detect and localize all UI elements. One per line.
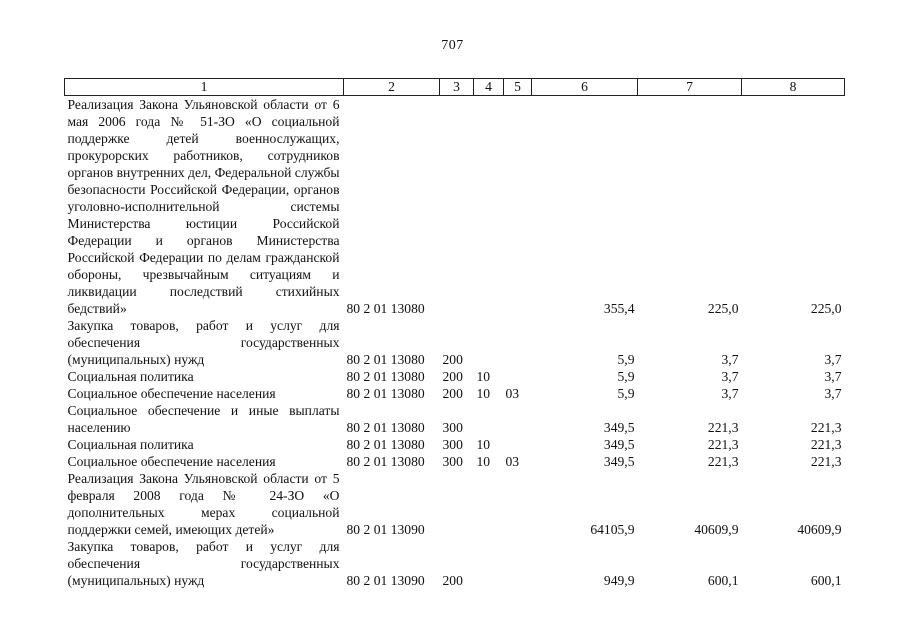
row-value-col7: 225,0 <box>707 301 739 316</box>
row-value-col8: 225,0 <box>810 301 842 316</box>
row-name: Закупка товаров, работ и услуг для обеспечения государственных (муниципальных) нужд <box>67 318 340 367</box>
table-row <box>65 453 845 470</box>
row-name: Социальное обеспечение населения <box>67 454 276 469</box>
row-value-col8: 600,1 <box>810 573 842 588</box>
budget-table <box>64 78 845 589</box>
row-value-col6: 5,9 <box>617 369 635 384</box>
row-value-col6: 64105,9 <box>590 522 635 537</box>
row-target-code: 80 2 01 13080 <box>346 420 425 435</box>
row-value-col8: 40609,9 <box>797 522 842 537</box>
row-name: Реализация Закона Ульяновской области от 5 февраля 2008 года № 24-ЗО «О дополнительных мерах социальной поддержки семей, имеющих детей» <box>67 471 340 537</box>
row-value-col6: 349,5 <box>603 454 635 469</box>
column-header-4: 4 <box>474 79 504 96</box>
row-value-col7: 40609,9 <box>694 522 739 537</box>
row-expense-type: 200 <box>442 352 463 367</box>
row-section: 10 <box>476 369 491 384</box>
row-value-col8: 221,3 <box>810 437 842 452</box>
row-value-col6: 349,5 <box>603 420 635 435</box>
table-row <box>65 402 845 436</box>
page-number: 707 <box>441 38 464 53</box>
column-header-5: 5 <box>504 79 532 96</box>
table-row <box>65 368 845 385</box>
column-header-8: 8 <box>742 79 845 96</box>
row-name: Социальная политика <box>67 437 194 452</box>
row-value-col7: 3,7 <box>721 386 739 401</box>
row-section <box>474 470 504 538</box>
column-header-1: 1 <box>65 79 344 96</box>
table-row <box>65 317 845 368</box>
row-value-col7: 221,3 <box>707 420 739 435</box>
row-subsection: 03 <box>505 386 520 401</box>
row-name: Социальная политика <box>67 369 194 384</box>
row-target-code: 80 2 01 13080 <box>346 369 425 384</box>
row-value-col7: 3,7 <box>721 369 739 384</box>
row-section: 10 <box>476 454 491 469</box>
row-target-code: 80 2 01 13080 <box>346 437 425 452</box>
row-value-col8: 221,3 <box>810 454 842 469</box>
row-target-code: 80 2 01 13080 <box>346 352 425 367</box>
row-value-col6: 355,4 <box>603 301 635 316</box>
row-expense-type: 300 <box>442 420 463 435</box>
row-expense-type: 200 <box>442 386 463 401</box>
column-header-7: 7 <box>638 79 742 96</box>
row-target-code: 80 2 01 13090 <box>346 522 425 537</box>
row-value-col7: 3,7 <box>721 352 739 367</box>
row-target-code: 80 2 01 13080 <box>346 301 425 316</box>
row-value-col6: 949,9 <box>603 573 635 588</box>
row-value-col7: 221,3 <box>707 437 739 452</box>
row-value-col8: 3,7 <box>824 369 842 384</box>
row-name: Закупка товаров, работ и услуг для обеспечения государственных (муниципальных) нужд <box>67 539 340 588</box>
row-target-code: 80 2 01 13090 <box>346 573 425 588</box>
row-section <box>474 538 504 589</box>
table-row <box>65 385 845 402</box>
row-subsection <box>504 436 532 453</box>
table-row <box>65 470 845 538</box>
row-name: Социальное обеспечение и иные выплаты населению <box>67 403 340 435</box>
row-target-code: 80 2 01 13080 <box>346 454 425 469</box>
row-value-col7: 221,3 <box>707 454 739 469</box>
row-value-col6: 5,9 <box>617 386 635 401</box>
table-row <box>65 538 845 589</box>
table-row <box>65 96 845 318</box>
row-expense-type: 300 <box>442 454 463 469</box>
column-header-6: 6 <box>532 79 638 96</box>
row-subsection <box>504 368 532 385</box>
row-subsection: 03 <box>505 454 520 469</box>
row-name: Социальное обеспечение населения <box>67 386 276 401</box>
row-subsection <box>504 470 532 538</box>
column-header-2: 2 <box>344 79 440 96</box>
row-section: 10 <box>476 437 491 452</box>
row-section <box>474 317 504 368</box>
row-section <box>474 402 504 436</box>
row-value-col7: 600,1 <box>707 573 739 588</box>
row-name: Реализация Закона Ульяновской области от 6 мая 2006 года № 51-ЗО «О социальной поддержке детей военнослужащих, прокурорских работников, сотрудников органов внутренних дел, Федеральной службы безопасности Российской Федерации, органов уголовно-исполнительной системы Министерства юстиции Российской Федерации и органов Министерства Российской Федерации по делам гражданской обороны, чрезвычайным ситуациям и ликвидации последствий стихийных бедствий» <box>67 97 340 316</box>
row-target-code: 80 2 01 13080 <box>346 386 425 401</box>
table-header <box>65 79 845 96</box>
row-subsection <box>504 402 532 436</box>
row-expense-type <box>440 470 474 538</box>
row-expense-type <box>440 96 474 318</box>
row-value-col6: 349,5 <box>603 437 635 452</box>
row-value-col6: 5,9 <box>617 352 635 367</box>
row-expense-type: 300 <box>442 437 463 452</box>
row-subsection <box>504 317 532 368</box>
row-subsection <box>504 538 532 589</box>
row-value-col8: 3,7 <box>824 386 842 401</box>
row-expense-type: 200 <box>442 369 463 384</box>
column-header-3: 3 <box>440 79 474 96</box>
table-row <box>65 436 845 453</box>
row-expense-type: 200 <box>442 573 463 588</box>
header-row <box>65 79 845 96</box>
row-value-col8: 3,7 <box>824 352 842 367</box>
row-section: 10 <box>476 386 491 401</box>
table-body <box>65 96 845 590</box>
row-value-col8: 221,3 <box>810 420 842 435</box>
row-subsection <box>504 96 532 318</box>
row-section <box>474 96 504 318</box>
